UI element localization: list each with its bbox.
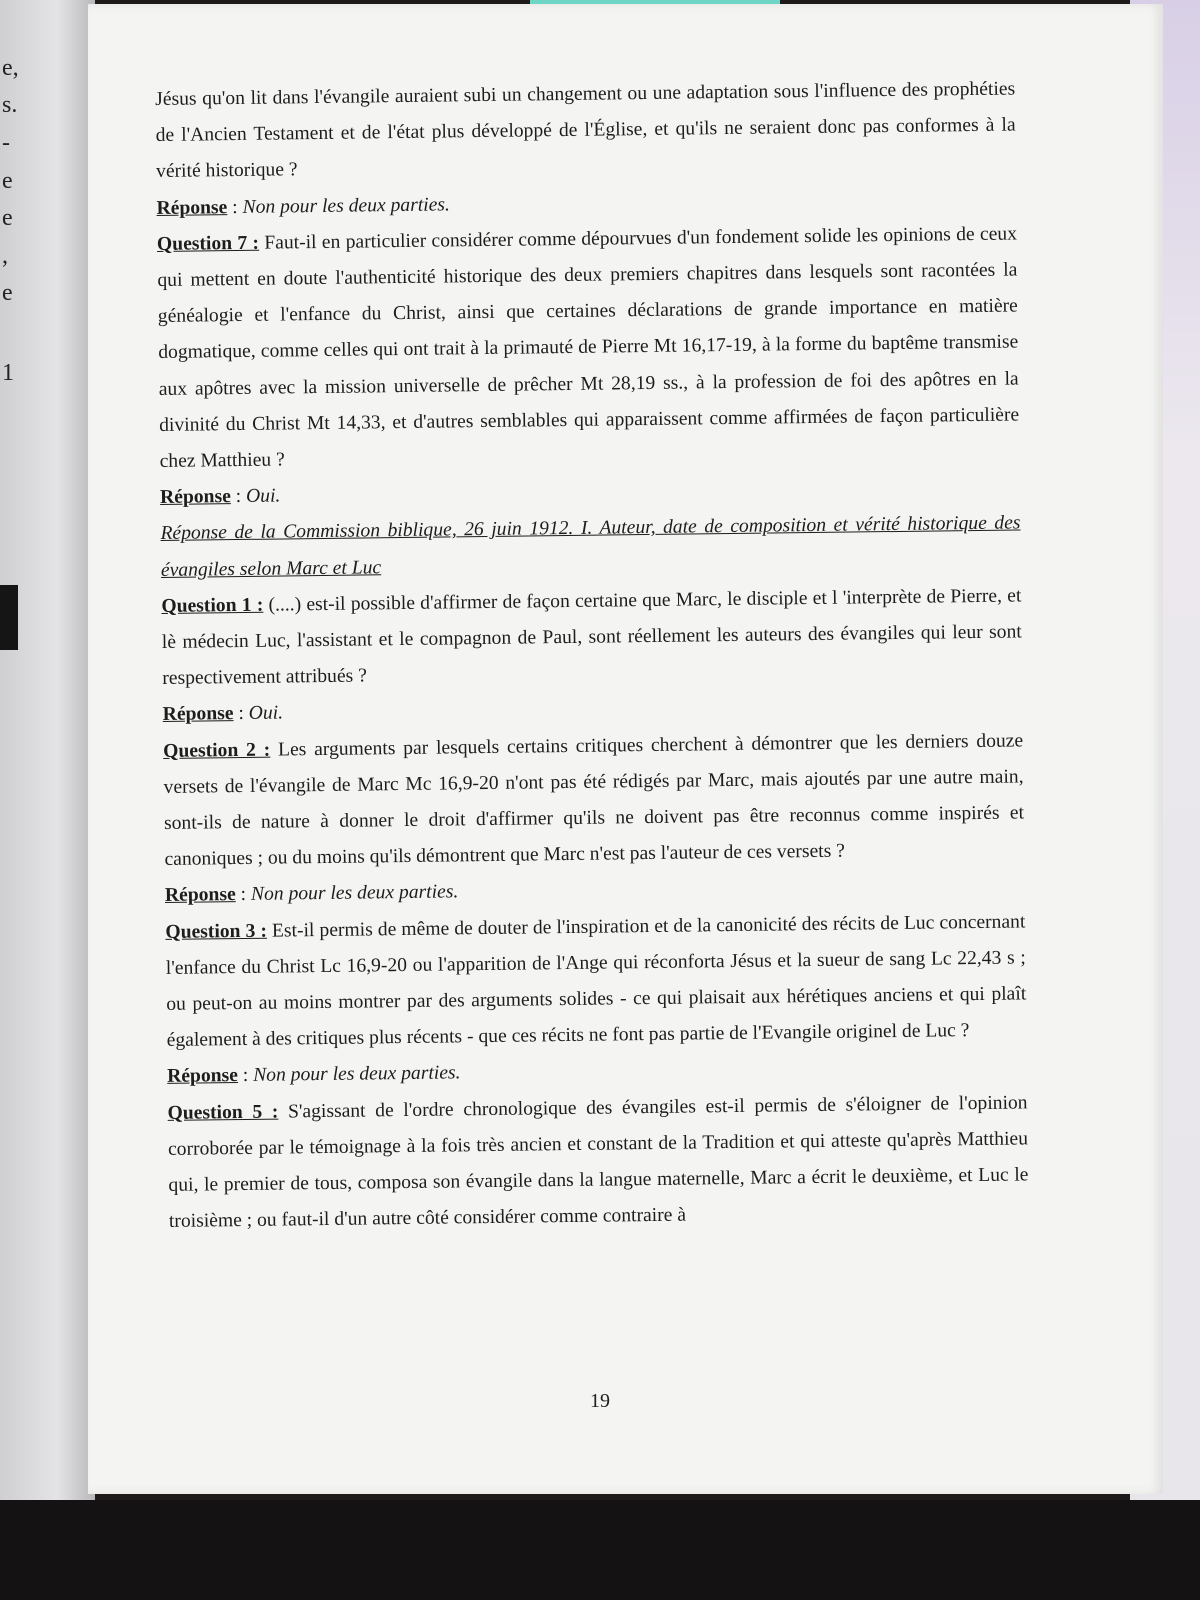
answer-intro: Réponse : Non pour les deux parties. (156, 194, 451, 219)
question-1 (161, 578, 1022, 697)
question-text: Faut-il en particulier considérer comme dépourvues d'un fondement solide les opinions de ceux qui mettent en doute l'authenticité historique des deux premiers chapitres dans lesquels sont racontées la généalogie et l'enfance du Christ, ainsi que certaines déclarations de grande importance en matière dogmatique, comme celles qui ont trait à la primauté de Pierre Mt 16,17-19, à la forme du baptême transmise aux apôtres avec la mission universelle de prêcher Mt 28,19 ss., à la profession de foi des apôtres en la divinité du Christ Mt 14,33, et d'autres semblables qui apparaissent comme affirmées de façon particulière chez Matthieu ? (157, 223, 1020, 473)
answer-text: Non pour les deux parties. (242, 194, 451, 218)
left-fragment: 1 (2, 360, 14, 386)
question-2 (163, 723, 1025, 878)
black-tab (0, 585, 18, 650)
left-fragment: e (2, 205, 13, 231)
answer-label: Réponse (159, 486, 231, 509)
answer-3: Réponse : Non pour les deux parties. (167, 1062, 461, 1088)
question-7 (157, 216, 1020, 480)
answer-text: Oui. (245, 485, 281, 508)
question-label: Question 5 : (167, 1101, 279, 1124)
answer-1: Réponse : Oui. (162, 702, 284, 726)
left-fragment: s. (2, 92, 18, 118)
question-text: Est-il permis de même de douter de l'inspiration et de la canonicité des récits de Luc concernant l'enfance du Christ Lc 16,9-20 ou l'apparition de l'Ange qui réconforta Jésus et la sueur de sang Lc 22,43 s ; ou peut-on au moins montrer par des arguments solides - ce qui plaisait aux hérétiques anciens et qui plaît également à des critiques plus récents - que ces récits ne font pas partie de l'Evangile originel de Luc ? (165, 911, 1027, 1052)
question-text: (....) est-il possible d'affirmer de façon certaine que Marc, le disciple et l 'interprète de Pierre, et lè médecin Luc, l'assistant et le compagnon de Paul, sont réellement les auteurs des évangiles qui leur sont respectivement attribués ? (161, 585, 1022, 690)
question-label: Question 1 : (161, 594, 264, 617)
question-text: S'agissant de l'ordre chronologique des évangiles est-il permis de s'éloigner de l'opinion corroborée par le témoignage à la fois très ancien et constant de la Tradition et qui atteste qu'après Matthieu qui, le premier de tous, composa son évangile dans la langue maternelle, Marc a écrit le deuxième, et Luc le troisième ; ou faut-il d'un autre côté considérer comme contraire à (167, 1092, 1029, 1233)
bottom-background (0, 1500, 1200, 1600)
answer-label: Réponse (164, 884, 236, 907)
answer-text: Oui. (248, 702, 284, 725)
page-number: 19 (590, 1390, 610, 1412)
question-text: Les arguments par lesquels certains critiques cherchent à démontrer que les derniers douze versets de l'évangile de Marc Mc 16,9-20 n'ont pas été rédigés par Marc, mais ajoutés par une autre main, sont-ils de nature à donner le droit d'affirmer qu'ils ne doivent pas être reconnus comme inspirés et canoniques ; ou du moins qu'ils démontrent que Marc n'est pas l'auteur de ces versets ? (163, 730, 1025, 871)
answer-7: Réponse : Oui. (159, 485, 281, 509)
left-fragment: e (2, 168, 13, 194)
answer-text: Non pour les deux parties. (250, 881, 459, 906)
answer-label: Réponse (162, 703, 234, 726)
answer-text: Non pour les deux parties. (253, 1062, 461, 1087)
left-page-edge (0, 0, 95, 1600)
answer-label: Réponse (167, 1065, 239, 1088)
question-3 (165, 904, 1027, 1059)
answer-2: Réponse : Non pour les deux parties. (164, 881, 459, 907)
question-label: Question 3 : (165, 920, 268, 943)
page-text (155, 71, 1029, 1240)
intro-paragraph: Jésus qu'on lit dans l'évangile auraient subi un changement ou une adaptation sous l'influence des prophéties de l'Ancien Testament et de l'état plus développé de l'Église, et qu'ils ne seraient donc pas conformes à la vérité historique ? (155, 78, 1016, 183)
commission-heading: Réponse de la Commission biblique, 26 juin 1912. I. Auteur, date de composition et vérité historique des évangiles selon Marc et Luc (160, 512, 1021, 581)
left-fragment: e (2, 280, 13, 306)
left-fragment: - (2, 130, 10, 156)
left-fragment: , (2, 243, 8, 269)
answer-label: Réponse (156, 196, 228, 219)
question-label: Question 7 : (156, 232, 260, 255)
question-label: Question 2 : (163, 739, 271, 762)
left-fragment: e, (2, 55, 19, 81)
question-5 (167, 1085, 1029, 1240)
